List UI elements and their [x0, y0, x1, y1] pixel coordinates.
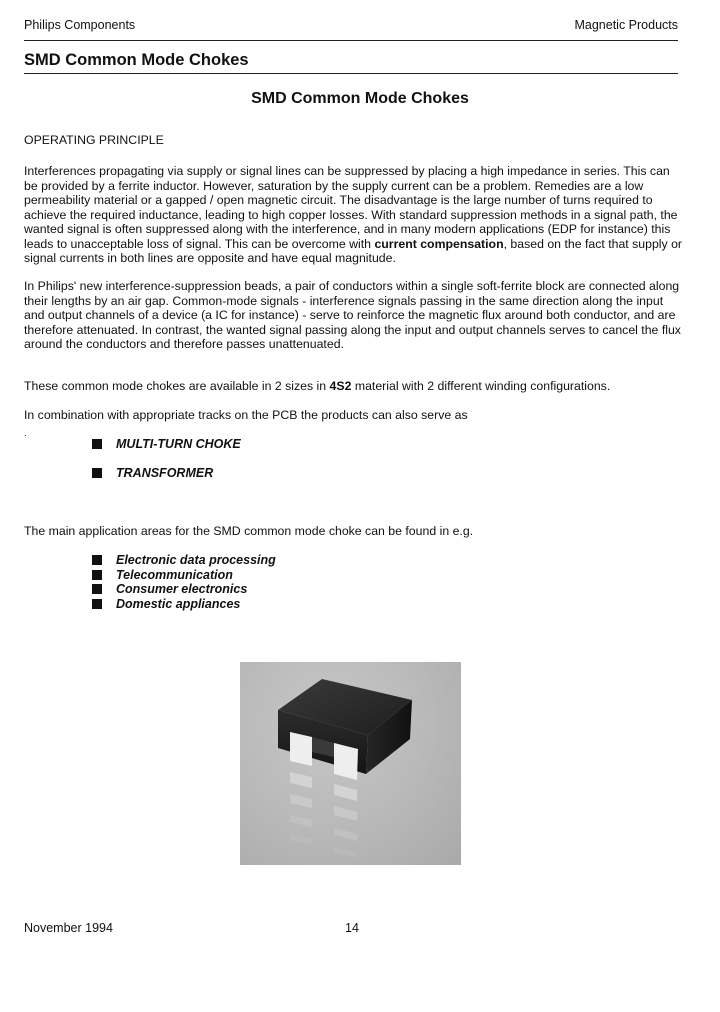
header-company: Philips Components [24, 18, 136, 32]
bullet-square-icon [92, 584, 102, 594]
bullet-square-icon [92, 570, 102, 580]
bullet-square-icon [92, 599, 102, 609]
list-item: Telecommunication [116, 568, 233, 582]
list-item: Consumer electronics [116, 582, 248, 596]
section-title: SMD Common Mode Chokes [24, 51, 249, 69]
header-divider [24, 40, 678, 41]
choke-photo [240, 662, 461, 865]
list-item: TRANSFORMER [116, 466, 214, 480]
paragraph-beads: In Philips' new interference-suppression beads, a pair of conductors within a single soft-ferrite block are connected along their lengths by an air gap. Common-mode signals - interference signals passing in the same direction along the input and output channels of a device (a IC for instance) - serve to reinforce the magnetic flux around both conductor, and are therefore attenuated. In contrast, the wanted signal passing along the input and output channels serves to cancel the flux around the conductors and therefore passes unattenuated. [24, 279, 681, 351]
bullet-square-icon [92, 555, 102, 565]
header-category: Magnetic Products [574, 18, 678, 32]
smd-choke-image [240, 662, 461, 865]
footer-date: November 1994 [24, 921, 113, 935]
page-title: SMD Common Mode Chokes [251, 90, 469, 107]
bullet-square-icon [92, 468, 102, 478]
paragraph-interference: Interferences propagating via supply or signal lines can be suppressed by placing a high impedance in series. This can be provided by a ferrite inductor. However, saturation by the supply current can be a problem. Remedies are a low permeability material or a gapped / open magnetic circuit. The disadvantage is the large number of turns required to achieve the required inductance, leading to high copper losses. With standard suppression methods in a signal path, the wanted signal is often suppressed along with the interference, and in many modern applications (EDP for instance) this leads to unacceptable loss of signal. This can be overcome with current compensation, based on the fact that supply or signal currents in both lines are opposite and have equal magnitude. [24, 164, 683, 265]
paragraph-sizes: These common mode chokes are available in 2 sizes in 4S2 material with 2 different winding configurations. [24, 379, 611, 393]
emphasis-current-compensation: current compensation [374, 236, 504, 251]
list-item: MULTI-TURN CHOKE [116, 437, 241, 451]
paragraph-applications: The main application areas for the SMD common mode choke can be found in e.g. [24, 524, 474, 538]
list-item: Domestic appliances [116, 597, 241, 611]
emphasis-material: 4S2 [329, 379, 352, 393]
section-heading: OPERATING PRINCIPLE [24, 133, 164, 147]
bullet-square-icon [92, 439, 102, 449]
paragraph-serve-as: In combination with appropriate tracks on the PCB the products can also serve as [24, 408, 468, 422]
list-item: Electronic data processing [116, 553, 276, 567]
page-number: 14 [345, 921, 359, 935]
title-divider [24, 73, 678, 74]
